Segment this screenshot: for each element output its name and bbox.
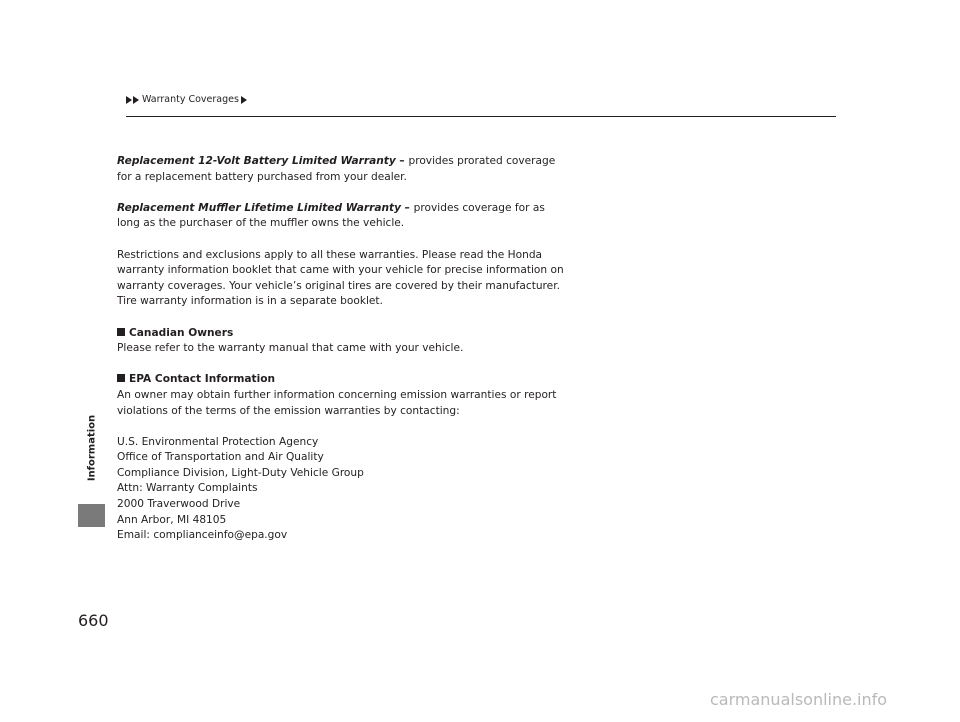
page-number: 660 (78, 611, 109, 630)
triangle-right-icon (126, 96, 132, 104)
canadian-owners-section: Canadian Owners Please refer to the warranty manual that came with your vehicle. (117, 326, 464, 355)
canadian-owners-heading: Canadian Owners (129, 326, 234, 339)
muffler-warranty-title: Replacement Muffler Lifetime Limited Warranty (117, 201, 401, 214)
triangle-right-icon (133, 96, 139, 104)
breadcrumb[interactable] (126, 94, 248, 105)
battery-warranty-title: Replacement 12-Volt Battery Limited Warranty (117, 155, 396, 167)
square-bullet-icon (117, 328, 125, 336)
breadcrumb-section[interactable]: Warranty Coverages (142, 94, 239, 105)
epa-contact-heading: EPA Contact Information (129, 373, 276, 386)
epa-address-block: U.S. Environmental Protection Agency Office of Transportation and Air Quality Compliance Division, Light-Duty Vehicle Group Attn: Warranty Complaints 2000 Traverwood Drive Ann Arbor, MI 48105 Email: complianceinfo@epa.gov (117, 435, 557, 544)
watermark: carmanualsonline.info (710, 690, 888, 709)
square-bullet-icon (117, 374, 125, 382)
page-content (117, 154, 564, 544)
side-tab-marker[interactable] (78, 504, 105, 527)
battery-warranty-paragraph: Replacement 12-Volt Battery Limited Warranty – provides prorated coverage for a replacement battery purchased from your dealer. (117, 155, 556, 183)
epa-contact-section: EPA Contact Information An owner may obtain further information concerning emission warranties or report violations of the terms of the emission warranties by contacting: (117, 373, 557, 417)
header-divider (126, 116, 836, 117)
side-tab-label: Information (86, 414, 98, 482)
triangle-right-icon (241, 96, 247, 104)
restrictions-paragraph: Restrictions and exclusions apply to all these warranties. Please read the Honda warranty information booklet that came with your vehicle for precise information on warranty coverages. Your vehicle’s original tires are covered by their manufacturer. Tire warranty information is in a separate booklet. (117, 248, 564, 308)
epa-email[interactable]: Email: complianceinfo@epa.gov (117, 529, 288, 542)
muffler-warranty-paragraph: Replacement Muffler Lifetime Limited Warranty – provides coverage for as long as the purchaser of the muffler owns the vehicle. (117, 201, 545, 230)
